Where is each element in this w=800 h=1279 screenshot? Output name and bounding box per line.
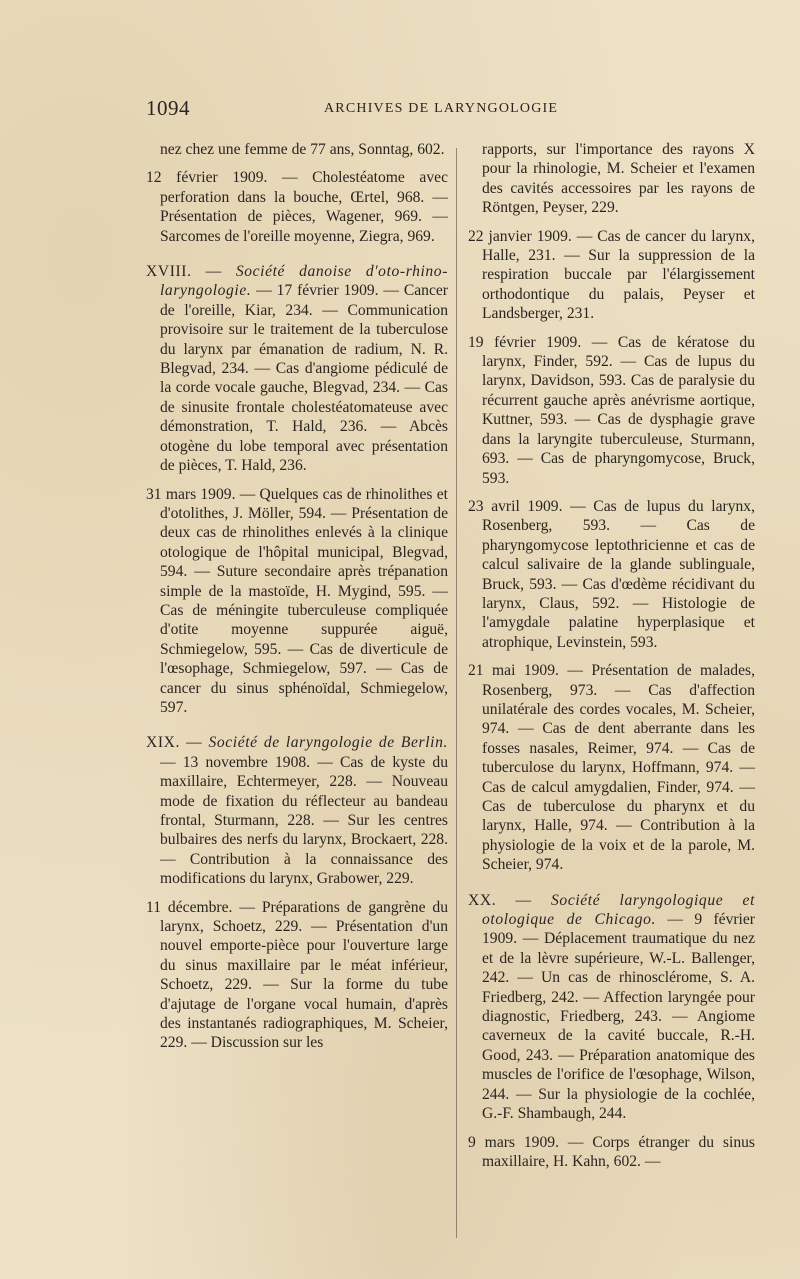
entry-text: — 17 février 1909. — Cancer de l'oreille, Kiar, 234. — Communication provisoire sur le traitement de la tuberculose du larynx par émanation de radium, N. R. Blegvad, 234. — Cas d'angiome pédiculé de la corde vocale gauche, Blegvad, 234. — Cas de sinusite frontale cholestéatomateuse avec démonstration, T. Hald, 236. — Abcès otogène du lobe temporal avec présentation de pièces, T. Hald, 236.: [160, 282, 448, 475]
page-number: 1094: [146, 96, 190, 120]
section-entry-xx: [468, 891, 755, 1124]
entry: [468, 227, 755, 324]
column-divider: [456, 148, 457, 1238]
page-header: [146, 96, 754, 120]
section-number: XX. —: [468, 891, 552, 909]
entry-text: rapports, sur l'importance des rayons X pour la rhinologie, M. Scheier et l'examen des cavités accessoires par les rayons de Röntgen, Peyser, 229.: [482, 141, 755, 217]
left-column: [146, 140, 448, 1062]
entry-text: 9 mars 1909. — Corps étranger du sinus maxillaire, H. Kahn, 602. —: [468, 1133, 755, 1170]
entry-text: 22 janvier 1909. — Cas de cancer du larynx, Halle, 231. — Sur la suppression de la respiration buccale par l'élargissement orthodontique du palais, Peyser et Landsberger, 231.: [468, 227, 755, 323]
entry-text: nez chez une femme de 77 ans, Sonntag, 602.: [160, 141, 445, 158]
section-entry-xviii: [146, 262, 448, 475]
entry: [468, 497, 755, 652]
section-title: Société danoise d'oto-rhino-laryngologie.: [160, 263, 448, 300]
entry: [146, 168, 448, 246]
right-column: [468, 140, 755, 1180]
entry-text: — 13 novembre 1908. — Cas de kyste du maxillaire, Echtermeyer, 228. — Nouveau mode de fixation du réflecteur au bandeau frontal, Sturmann, 228. — Sur les centres bulbaires des nerfs du larynx, Brockaert, 228. — Contribution à la connaissance des modifications du larynx, Grabower, 229.: [160, 753, 448, 888]
entry: [468, 661, 755, 874]
section-entry-xix: [146, 733, 448, 888]
entry: [468, 333, 755, 488]
entry-text: 23 avril 1909. — Cas de lupus du larynx, Rosenberg, 593. — Cas de pharyngomycose leptothricienne et cas de calcul salivaire de la glande sublinguale, Bruck, 593. — Cas d'œdème récidivant du larynx, Claus, 592. — Histologie de l'amygdale palatine hyperplasique et atrophique, Levinstein, 593.: [468, 497, 755, 651]
entry-text: 21 mai 1909. — Présentation de malades, Rosenberg, 973. — Cas d'affection unilatérale des cordes vocales, M. Scheier, 974. — Cas de dent aberrante dans les fosses nasales, Reimer, 974. — Cas de tuberculose du larynx, Hoffmann, 974. — Cas de calcul amygdalien, Finder, 974. — Cas de tuberculose du pharynx et du larynx, Halle, 974. — Contribution à la physiologie de la voix et de la parole, M. Scheier, 974.: [468, 662, 755, 874]
section-number: XIX. —: [146, 734, 209, 752]
entry: [468, 1133, 755, 1172]
entry-text: 11 décembre. — Préparations de gangrène du larynx, Schoetz, 229. — Présentation d'un nouvel emporte-pièce pour l'ouverture large du sinus maxillaire par le méat inférieur, Schoetz, 229. — Sur la forme du tube d'ajutage de l'organe vocal humain, d'après des instantanés radiographiques, M. Scheier, 229. — Discussion sur les: [146, 898, 448, 1052]
entry-continuation: [468, 140, 755, 218]
entry-text: 12 février 1909. — Cholestéatome avec perforation dans la bouche, Œrtel, 968. — Présentation de pièces, Wagener, 969. — Sarcomes de l'oreille moyenne, Ziegra, 969.: [146, 169, 448, 245]
section-title: Société de laryngologie de Berlin.: [208, 734, 448, 752]
entry: [146, 898, 448, 1053]
entry-text: 19 février 1909. — Cas de kératose du larynx, Finder, 592. — Cas de lupus du larynx, Davidson, 593. Cas de paralysie du récurrent gauche après anévrisme aortique, Kuttner, 593. — Cas de dysphagie grave dans la laryngite tuberculeuse, Sturmann, 693. — Cas de pharyngomycose, Bruck, 593.: [468, 333, 755, 487]
entry-text: 31 mars 1909. — Quelques cas de rhinolithes et d'otolithes, J. Möller, 594. — Présentation de deux cas de rhinolithes enlevés à la clinique otologique de l'hôpital municipal, Blegvad, 594. — Suture secondaire après trépanation simple de la mastoïde, H. Mygind, 595. — Cas de méningite tuberculeuse compliquée d'otite moyenne suppurée aiguë, Schmiegelow, 595. — Cas de diverticule de l'œsophage, Schmiegelow, 597. — Cas de cancer du sinus sphénoïdal, Schmiegelow, 597.: [146, 485, 448, 716]
entry-text: — 9 février 1909. — Déplacement traumatique du nez et de la lèvre supérieure, W.-L. Ballenger, 242. — Un cas de rhinosclérome, S. A. Friedberg, 242. — Affection laryngée pour diagnostic, Friedberg, 243. — Angiome caverneux de la cavité buccale, R.-H. Good, 243. — Préparation anatomique des muscles de l'orifice de l'œsophage, Wilson, 244. — Sur la physiologie de la cochlée, G.-F. Shambaugh, 244.: [482, 911, 756, 1123]
entry: [146, 485, 448, 718]
section-number: XVIII. —: [146, 263, 236, 281]
section-title: Société laryngologique et otologique de Chicago.: [482, 891, 755, 929]
running-head: ARCHIVES DE LARYNGOLOGIE: [324, 101, 559, 116]
entry-continuation: [146, 140, 448, 159]
